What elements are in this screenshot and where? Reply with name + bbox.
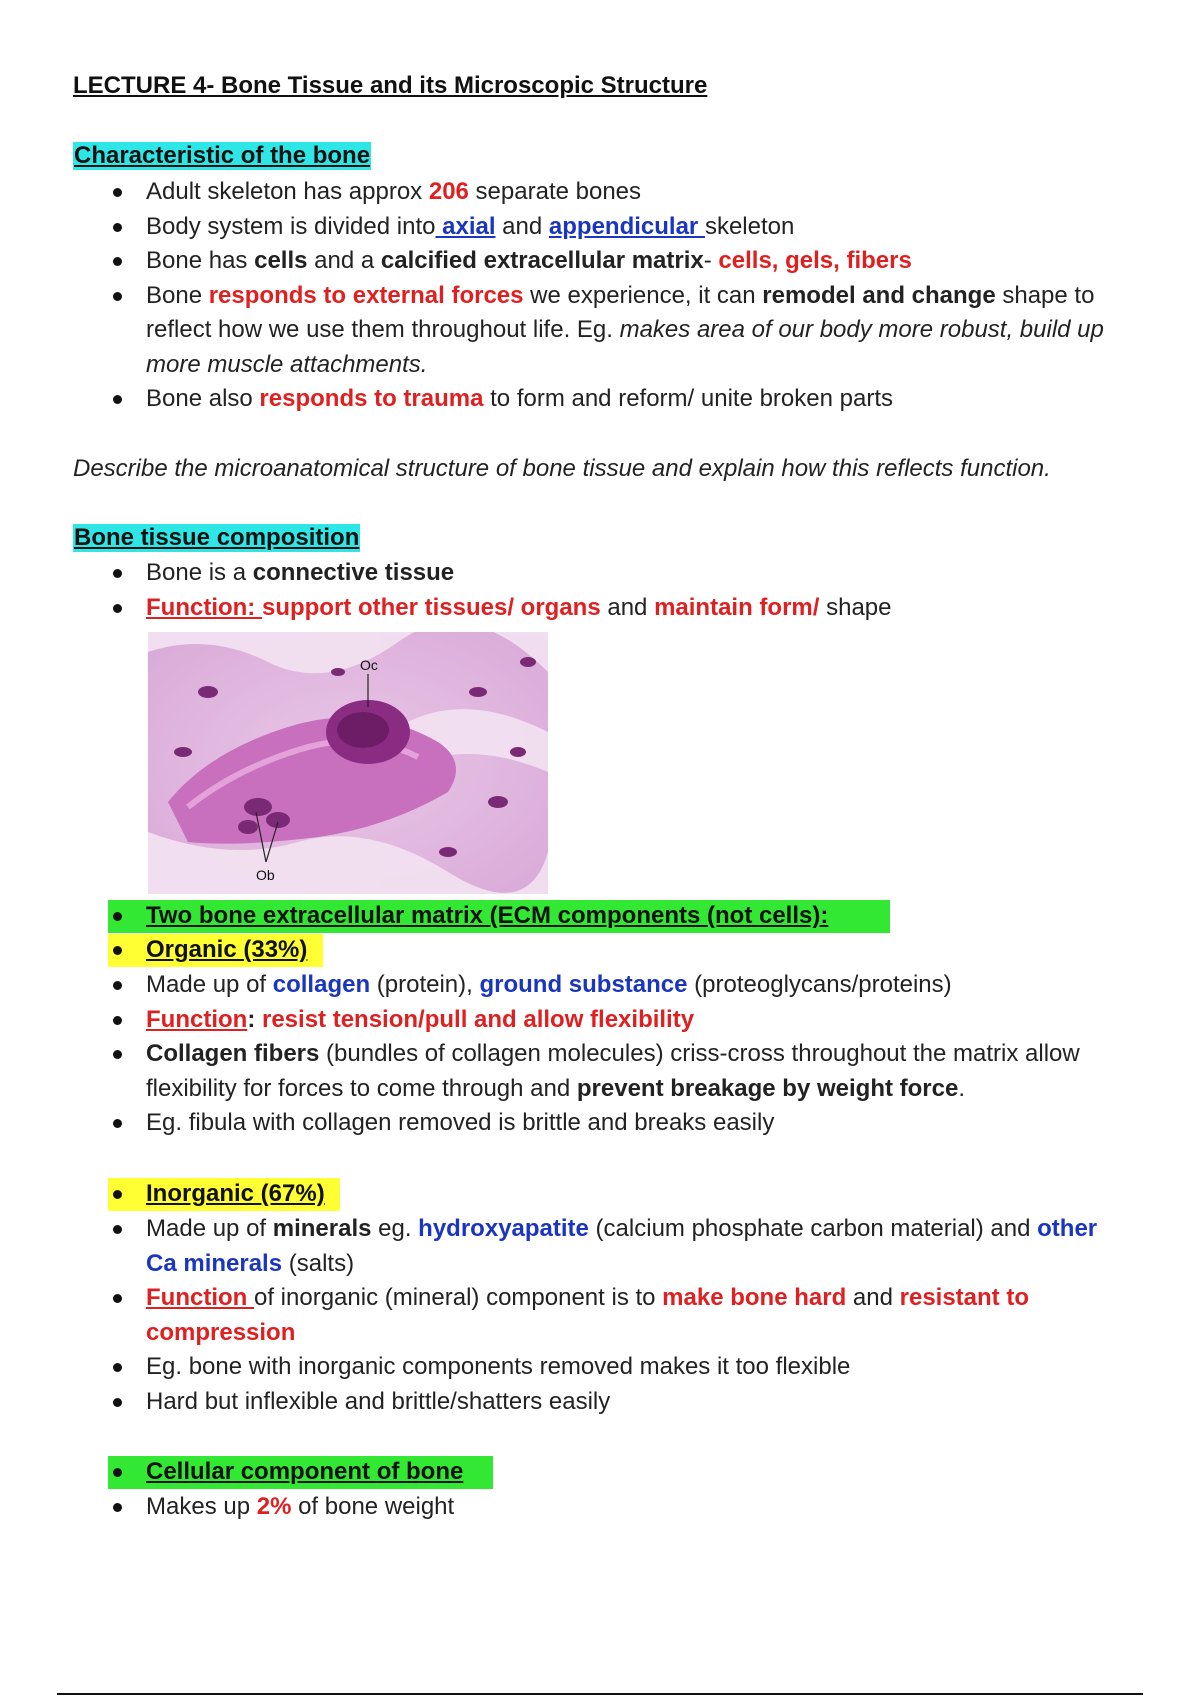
heading-characteristic: Characteristic of the bone: [74, 142, 371, 169]
list-item: Adult skeleton has approx 206 separate bones: [108, 175, 1108, 210]
inorganic-heading-row: [108, 1178, 340, 1211]
bone-micrograph-image: [148, 632, 548, 894]
list-item: Collagen fibers (bundles of collagen molecules) criss-cross throughout the matrix allow flexibility for forces to come through and prevent breakage by weight force.: [108, 1037, 1108, 1106]
cellular-list: [108, 1490, 1108, 1525]
inorganic-heading: Inorganic (67%): [146, 1180, 325, 1207]
list-item: Made up of collagen (protein), ground substance (proteoglycans/proteins): [108, 968, 1108, 1003]
list-item: Bone responds to external forces we experience, it can remodel and change shape to reflect how we use them throughout life. Eg. makes area of our body more robust, build up more muscle attachments.: [108, 279, 1108, 383]
cellular-heading: Cellular component of bone: [146, 1458, 464, 1485]
bottom-divider: [57, 1693, 1143, 1695]
list-item: Makes up 2% of bone weight: [108, 1490, 1108, 1525]
list-item: Eg. fibula with collagen removed is brittle and breaks easily: [108, 1106, 1108, 1141]
list-item: Bone has cells and a calcified extracellular matrix- cells, gels, fibers: [108, 244, 1108, 279]
list-item: Made up of minerals eg. hydroxyapatite (calcium phosphate carbon material) and other Ca minerals (salts): [108, 1212, 1108, 1281]
characteristic-list: [108, 175, 1108, 417]
list-item: Eg. bone with inorganic components removed makes it too flexible: [108, 1350, 1108, 1385]
ecm-heading: Two bone extracellular matrix (ECM components (not cells):: [146, 902, 829, 929]
cellular-heading-row: [108, 1456, 493, 1489]
question-text: Describe the microanatomical structure of bone tissue and explain how this reflects function.: [73, 455, 1051, 482]
composition-list: [108, 556, 1108, 625]
micrograph-label-ob: Ob: [256, 867, 275, 883]
list-item: Function of inorganic (mineral) component is to make bone hard and resistant to compression: [108, 1281, 1108, 1350]
list-item: Function: resist tension/pull and allow flexibility: [108, 1003, 1108, 1038]
organic-heading-row: [108, 934, 323, 967]
inorganic-list: [108, 1212, 1108, 1419]
page-title: LECTURE 4- Bone Tissue and its Microscopic Structure: [73, 72, 708, 99]
list-item: Hard but inflexible and brittle/shatters easily: [108, 1385, 1108, 1420]
ecm-heading-row: [108, 900, 890, 933]
list-item: Function: support other tissues/ organs and maintain form/ shape: [108, 591, 1108, 626]
heading-composition: Bone tissue composition: [74, 524, 360, 551]
micrograph-label-oc: Oc: [360, 657, 378, 673]
organic-heading: Organic (33%): [146, 936, 308, 963]
list-item: Bone also responds to trauma to form and reform/ unite broken parts: [108, 382, 1108, 417]
list-item: Bone is a connective tissue: [108, 556, 1108, 591]
list-item: Body system is divided into axial and appendicular skeleton: [108, 210, 1108, 245]
organic-list: [108, 968, 1108, 1141]
